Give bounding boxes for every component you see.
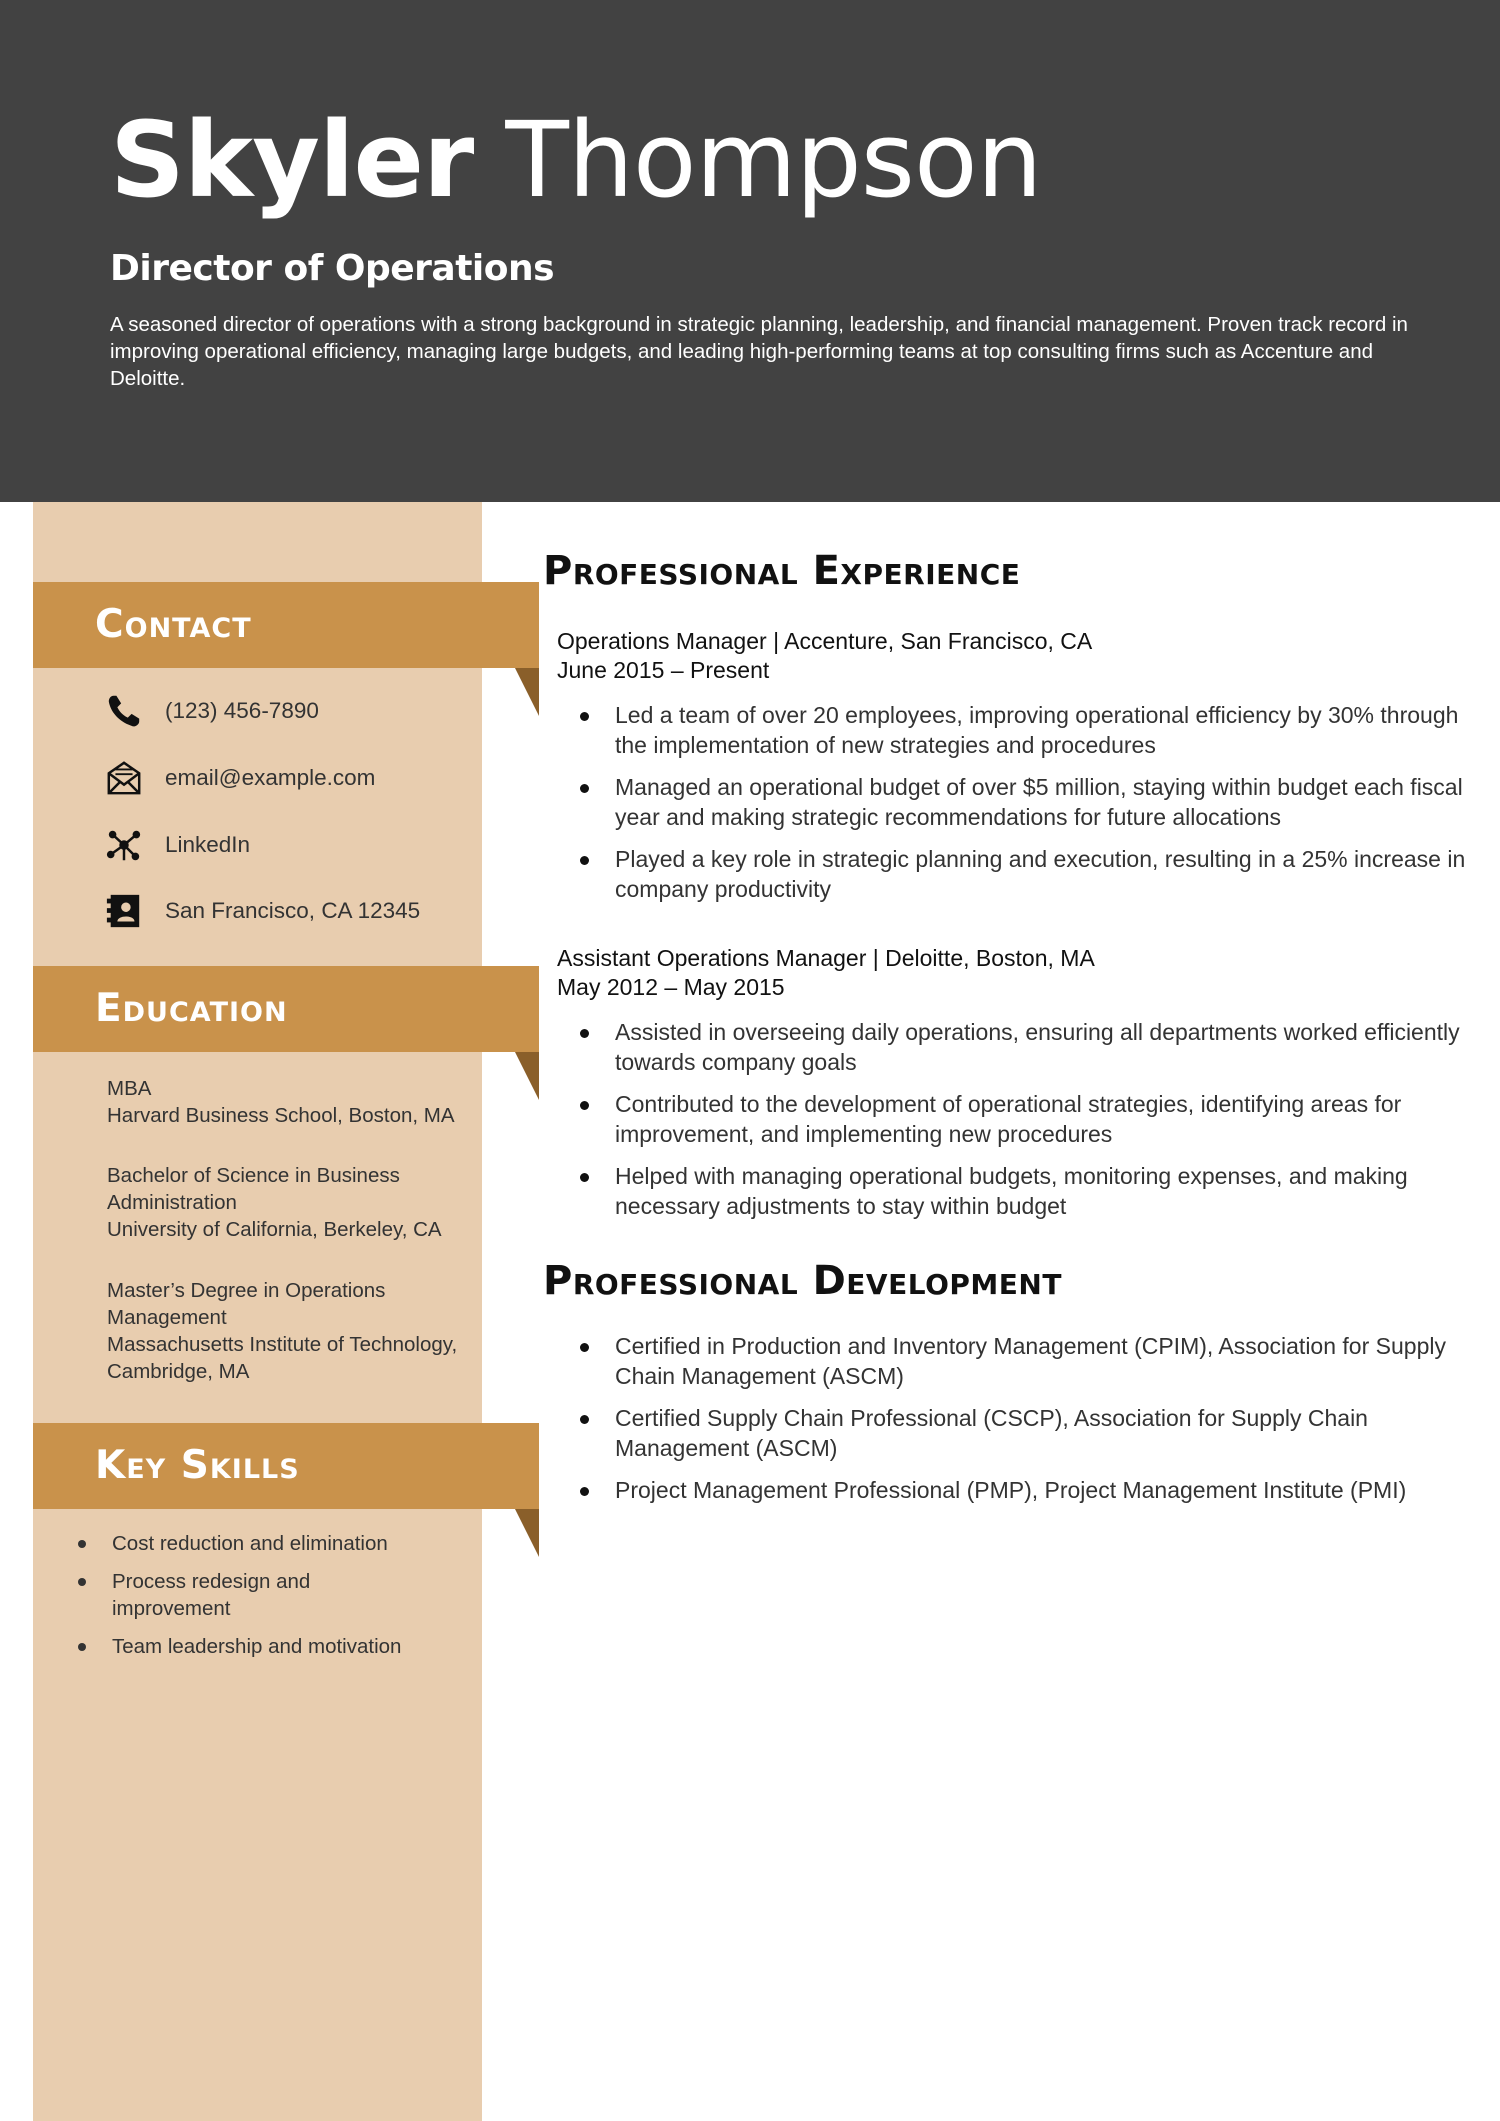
list-item: Managed an operational budget of over $5 million, staying within budget each fiscal year and making strategic recommendations for future allocations bbox=[578, 772, 1478, 832]
school: University of California, Berkeley, CA bbox=[107, 1218, 442, 1241]
address-text: San Francisco, CA 12345 bbox=[165, 898, 421, 923]
contact-address bbox=[105, 889, 420, 933]
education-entry bbox=[107, 1162, 442, 1243]
list-item: Helped with managing operational budgets, monitoring expenses, and making necessary adjustments to stay within budget bbox=[578, 1161, 1478, 1221]
job-header bbox=[557, 627, 1457, 685]
phone-text: (123) 456-7890 bbox=[165, 698, 319, 723]
education-entry bbox=[107, 1277, 458, 1385]
job-dates: May 2012 – May 2015 bbox=[557, 974, 785, 1000]
list-item: Assisted in overseeing daily operations, ensuring all departments worked efficiently towards company goals bbox=[578, 1017, 1478, 1077]
contact-linkedin bbox=[105, 823, 250, 867]
list-item: Team leadership and motivation bbox=[74, 1633, 474, 1660]
phone-icon bbox=[105, 692, 143, 730]
list-item: Project Management Professional (PMP), Project Management Institute (PMI) bbox=[578, 1475, 1478, 1505]
contact-phone bbox=[105, 689, 319, 733]
first-name: Skyler bbox=[110, 99, 474, 221]
contact-ribbon bbox=[33, 582, 539, 668]
list-item: Certified in Production and Inventory Management (CPIM), Association for Supply Chain Management (ASCM) bbox=[578, 1331, 1478, 1391]
development-heading: Professional Development bbox=[543, 1258, 1062, 1304]
degree: Master’s Degree in Operations Management bbox=[107, 1279, 386, 1329]
address-icon bbox=[105, 892, 143, 930]
email-text: email@example.com bbox=[165, 765, 376, 790]
school: Harvard Business School, Boston, MA bbox=[107, 1104, 455, 1127]
experience-heading: Professional Experience bbox=[543, 548, 1021, 594]
contact-heading: Contact bbox=[95, 602, 252, 647]
job-bullets bbox=[578, 1017, 1478, 1233]
job-role: Director of Operations bbox=[110, 248, 555, 289]
education-ribbon-fold bbox=[515, 1052, 539, 1100]
list-item: Cost reduction and elimination bbox=[74, 1530, 474, 1557]
email-icon bbox=[105, 759, 143, 797]
contact-email bbox=[105, 756, 375, 800]
development-bullets bbox=[578, 1331, 1478, 1517]
job-title-line: Operations Manager | Accenture, San Francisco, CA bbox=[557, 628, 1093, 654]
list-item: Played a key role in strategic planning and execution, resulting in a 25% increase in company productivity bbox=[578, 844, 1478, 904]
degree: MBA bbox=[107, 1077, 152, 1100]
degree: Bachelor of Science in Business Administration bbox=[107, 1164, 400, 1214]
linkedin-text: LinkedIn bbox=[165, 832, 251, 857]
list-item: Certified Supply Chain Professional (CSCP), Association for Supply Chain Management (ASCM) bbox=[578, 1403, 1478, 1463]
last-name: Thompson bbox=[505, 99, 1042, 221]
job-header bbox=[557, 944, 1457, 1002]
skills-ribbon-fold bbox=[515, 1509, 539, 1557]
job-dates: June 2015 – Present bbox=[557, 657, 770, 683]
job-title-line: Assistant Operations Manager | Deloitte, Boston, MA bbox=[557, 945, 1095, 971]
skills-list bbox=[74, 1530, 474, 1671]
contact-ribbon-fold bbox=[515, 668, 539, 716]
sidebar bbox=[33, 502, 482, 2121]
school: Massachusetts Institute of Technology, Cambridge, MA bbox=[107, 1333, 458, 1383]
list-item: Contributed to the development of operational strategies, identifying areas for improvement, and implementing new procedures bbox=[578, 1089, 1478, 1149]
education-entry bbox=[107, 1075, 507, 1129]
profile-summary: A seasoned director of operations with a strong background in strategic planning, leadership, and financial management. Proven track record in improving operational efficiency, managing large budgets, and leading high-performing teams at top consulting firms such as Accenture and Deloitte. bbox=[110, 313, 1408, 390]
job-bullets bbox=[578, 700, 1478, 916]
linkedin-icon bbox=[105, 826, 143, 864]
skills-ribbon bbox=[33, 1423, 539, 1509]
candidate-name bbox=[110, 99, 1042, 221]
education-heading: Education bbox=[95, 986, 288, 1031]
list-item: Led a team of over 20 employees, improving operational efficiency by 30% through the implementation of new strategies and procedures bbox=[578, 700, 1478, 760]
skills-heading: Key Skills bbox=[95, 1443, 300, 1488]
resume-header bbox=[0, 0, 1500, 502]
list-item: Process redesign and improvement bbox=[74, 1568, 364, 1622]
education-ribbon bbox=[33, 966, 539, 1052]
